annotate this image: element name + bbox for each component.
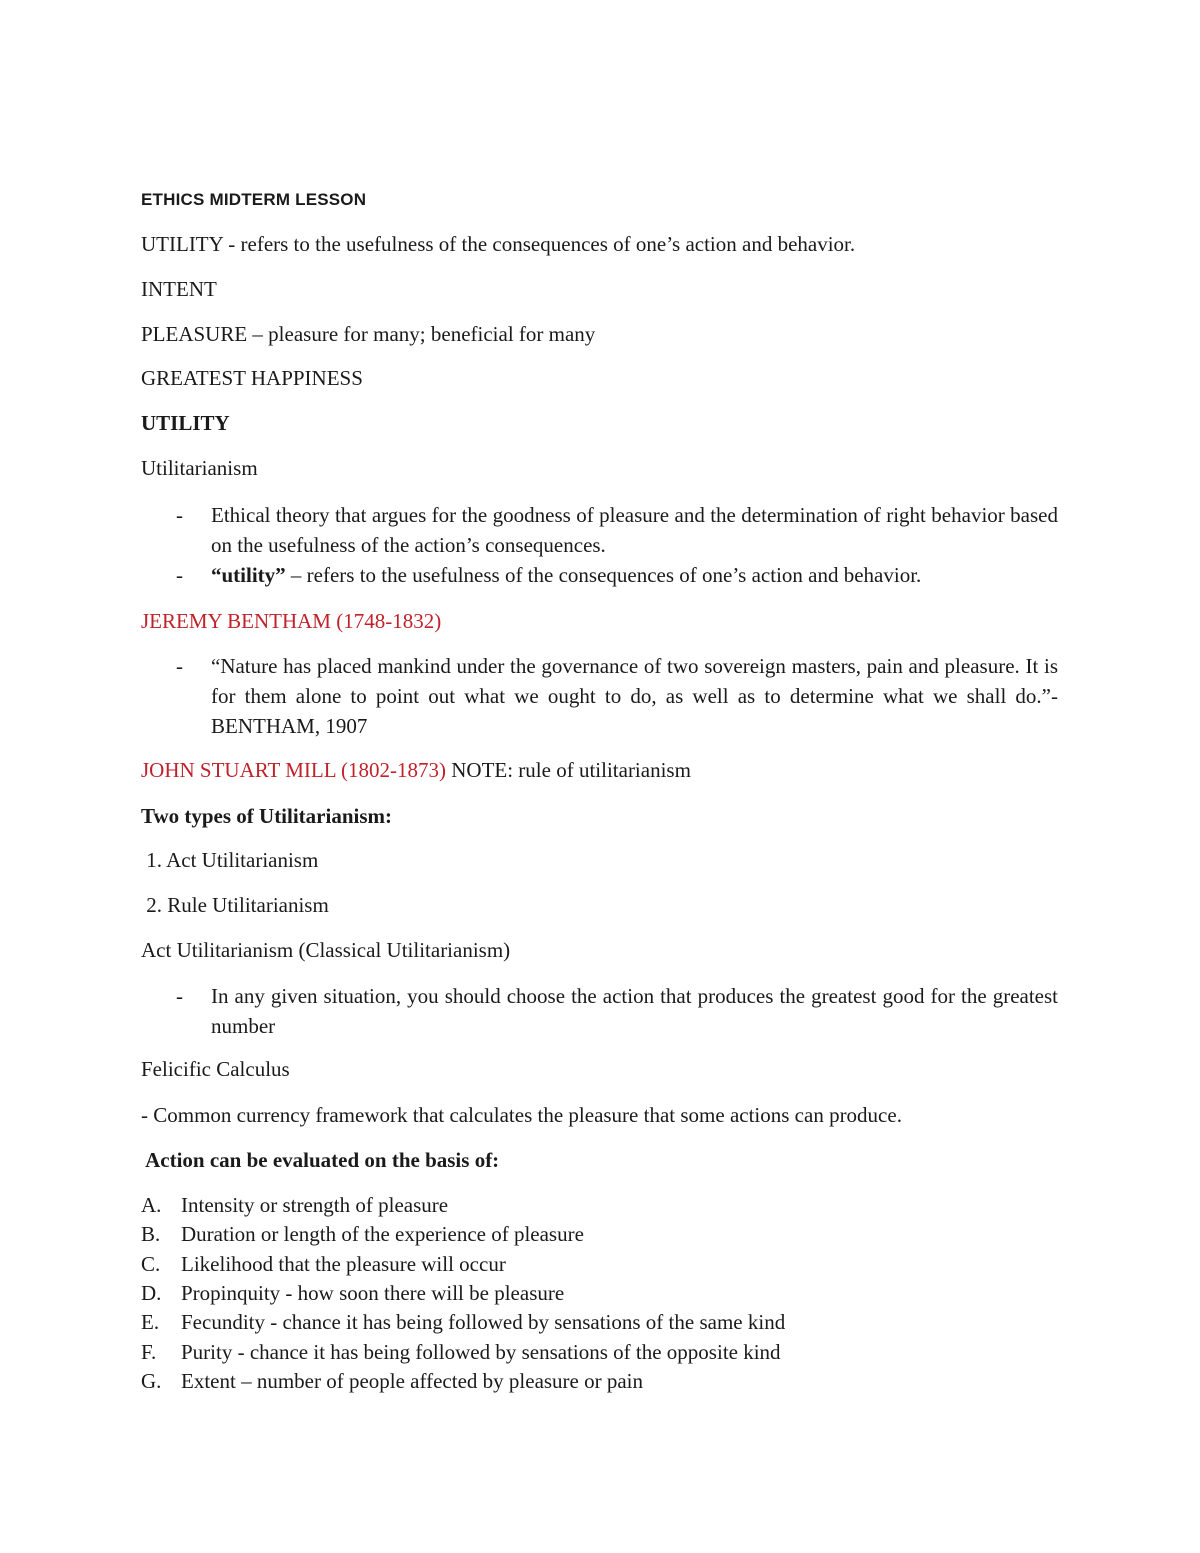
mill-heading: JOHN STUART MILL (1802-1873) — [141, 758, 446, 782]
pleasure-term: PLEASURE – pleasure for many; beneficial for many — [141, 322, 596, 346]
utility-definition: UTILITY - refers to the usefulness of the consequences of one’s action and behavior. — [141, 232, 856, 256]
criteria-letter: E. — [141, 1310, 160, 1335]
utility-quote-term: “utility” — [211, 563, 286, 587]
criteria-letter: A. — [141, 1193, 162, 1217]
criteria-text: Intensity or strength of pleasure — [181, 1193, 449, 1217]
document-title: ETHICS MIDTERM LESSON — [141, 190, 367, 209]
criteria-text: Duration or length of the experience of pleasure — [181, 1222, 584, 1247]
evaluated-heading: Action can be evaluated on the basis of: — [141, 1148, 500, 1172]
criteria-letter: C. — [141, 1251, 161, 1276]
document-page — [141, 0, 1058, 1553]
utility-quote-def: – refers to the usefulness of the consequences of one’s action and behavior. — [285, 563, 922, 587]
criteria-text: Likelihood that the pleasure will occur — [181, 1251, 506, 1276]
criteria-text: Fecundity - chance it has being followed by sensations of the same kind — [181, 1310, 786, 1335]
mill-line — [141, 757, 691, 783]
two-types-heading: Two types of Utilitarianism: — [141, 804, 393, 828]
intent-term: INTENT — [141, 277, 217, 301]
utilitarianism-heading: Utilitarianism — [141, 456, 258, 480]
criteria-letter: F. — [141, 1339, 157, 1364]
felicific-definition: - Common currency framework that calculates the pleasure that some actions can produce. — [141, 1103, 902, 1127]
criteria-text: Propinquity - how soon there will be pleasure — [181, 1280, 565, 1305]
criteria-letter: G. — [141, 1368, 162, 1393]
act-utilitarianism-heading: Act Utilitarianism (Classical Utilitarianism) — [141, 938, 511, 962]
bullet-act-definition — [176, 981, 1058, 1041]
bullet-text: Ethical theory that argues for the goodness of pleasure and the determination of right behavior based on the usefulness of the action’s consequences. — [211, 503, 1058, 557]
type-rule: 2. Rule Utilitarianism — [141, 893, 329, 917]
dash-marker: - — [176, 503, 183, 527]
felicific-heading: Felicific Calculus — [141, 1057, 290, 1081]
bullet-ethical-theory — [176, 500, 1058, 560]
act-definition: In any given situation, you should choose the action that produces the greatest good for the greatest number — [211, 984, 1058, 1038]
dash-marker: - — [176, 984, 183, 1008]
bullet-utility-term — [176, 560, 1058, 590]
mill-note: NOTE: rule of utilitarianism — [445, 758, 691, 782]
bentham-heading: JEREMY BENTHAM (1748-1832) — [141, 609, 442, 633]
criteria-text: Extent – number of people affected by pleasure or pain — [181, 1368, 644, 1393]
dash-marker: - — [176, 654, 183, 678]
criteria-letter: D. — [141, 1280, 162, 1305]
bullet-text — [211, 560, 1058, 590]
bentham-quote: “Nature has placed mankind under the governance of two sovereign masters, pain and pleasure. It is for them alone to point out what we ought to do, as well as to determine what we shall do.”- BENTHAM, 1907 — [211, 654, 1058, 738]
criteria-letter: B. — [141, 1222, 161, 1247]
criteria-text: Purity - chance it has being followed by sensations of the opposite kind — [181, 1339, 781, 1364]
type-act: 1. Act Utilitarianism — [141, 848, 319, 872]
greatest-happiness-term: GREATEST HAPPINESS — [141, 366, 363, 390]
utility-heading: UTILITY — [141, 411, 230, 435]
bullet-bentham-quote — [176, 651, 1058, 741]
dash-marker: - — [176, 563, 183, 587]
